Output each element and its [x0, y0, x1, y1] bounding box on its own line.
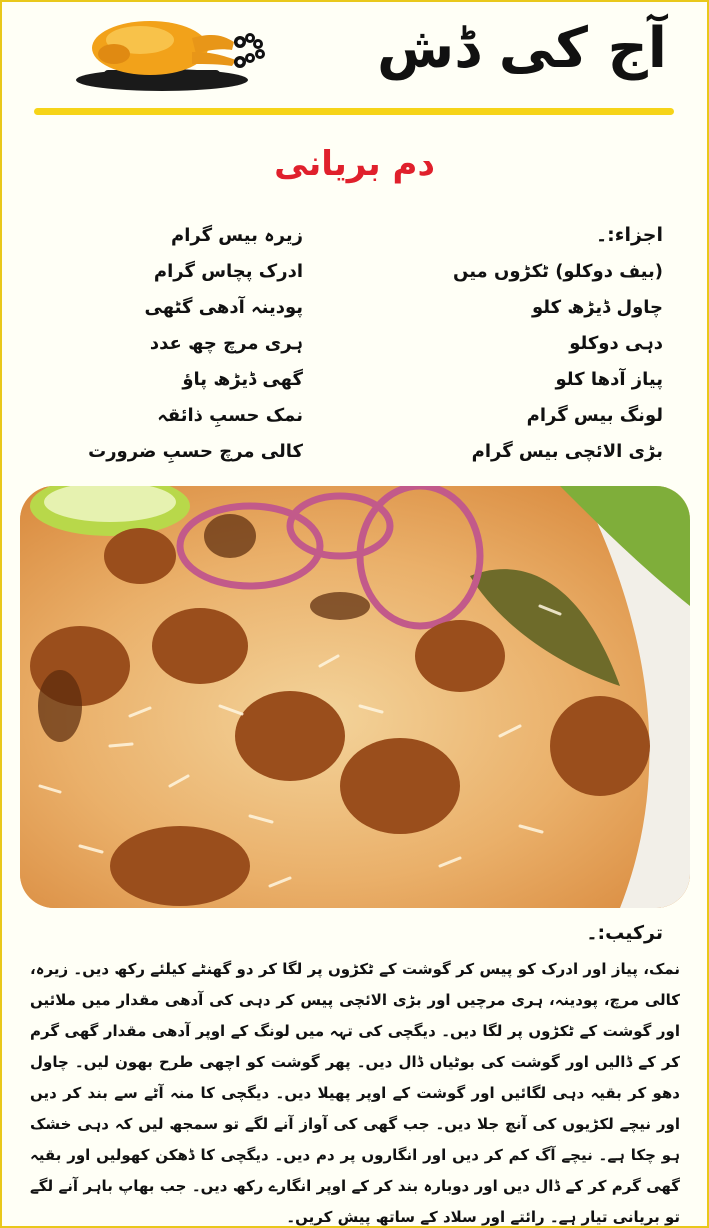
page-title: آج کی ڈش	[377, 16, 667, 81]
method-text: نمک، پیاز اور ادرک کو پیس کر گوشت کے ٹکڑوں پر لگا کر دو گھنٹے کیلئے رکھ دیں۔ زیرہ، کالی مرچ، پودینہ، ہری مرچیں اور بڑی الائچی پیس کر دہی کی آدھی مقدار میں ملائیں اور گوشت کے ٹکڑوں پر لگا دیں۔ دیگچی کی تہہ میں لونگ کے اوپر آدھی مقدار گھی گرم کر کے ڈالیں اور گوشت کی بوٹیاں ڈال دیں۔ پھر گوشت کو اچھی طرح بھون لیں۔ چاول دھو کر بقیہ دہی لگائیں اور گوشت کے اوپر پھیلا دیں۔ دیگچی کا منہ آٹے سے بند کر دیں اور نیچے لکڑیوں کی آنچ جلا دیں۔ جب گھی کی آواز آنے لگے تو سمجھ لیں کہ دہی خشک ہو چکا ہے۔ نیچے آگ کم کر دیں اور انگاروں پر دم دیں۔ دیگچی کا ڈھکن کھولیں اور بقیہ گھی گرم کر کے ڈال دیں اور دوبارہ بند کر کے اوپر انگارے رکھ دیں۔ جب بھاپ باہر آنے لگے تو بریانی تیار ہے۔ رائتے اور سلاد کے ساتھ پیش کریں۔	[30, 960, 680, 1226]
ingredient-item: بڑی الائچی بیس گرام	[471, 441, 663, 462]
ingredient-item: زیرہ بیس گرام	[171, 225, 303, 246]
ingredient-item: گھی ڈیڑھ پاؤ	[182, 369, 303, 390]
biryani-photo	[20, 486, 690, 908]
ingredient-item: پیاز آدھا کلو	[555, 369, 663, 390]
header	[2, 2, 707, 112]
ingredient-item: پودینہ آدھی گٹھی	[144, 297, 303, 318]
ingredient-item: کالی مرچ حسبِ ضرورت	[88, 441, 303, 462]
dish-title: دم بریانی	[274, 144, 435, 184]
ingredient-item: (بیف دوکلو) ٹکڑوں میں	[453, 261, 663, 282]
roast-chicken-icon	[74, 8, 270, 100]
ingredient-item: ہری مرچ چھ عدد	[149, 333, 303, 354]
ingredients-heading: اجزاء:۔	[596, 224, 663, 246]
ingredients-list-left	[13, 218, 303, 470]
ingredient-item: لونگ بیس گرام	[526, 405, 663, 426]
ingredient-item: نمک حسبِ ذائقہ	[157, 405, 303, 426]
ingredient-item: ادرک پچاس گرام	[153, 261, 303, 282]
ingredient-item: دہی دوکلو	[569, 333, 663, 354]
ingredients-list-right	[363, 254, 663, 470]
method-heading: ترکیب:۔	[586, 922, 663, 944]
title-divider	[34, 108, 674, 115]
ingredient-item: چاول ڈیڑھ کلو	[531, 297, 663, 318]
